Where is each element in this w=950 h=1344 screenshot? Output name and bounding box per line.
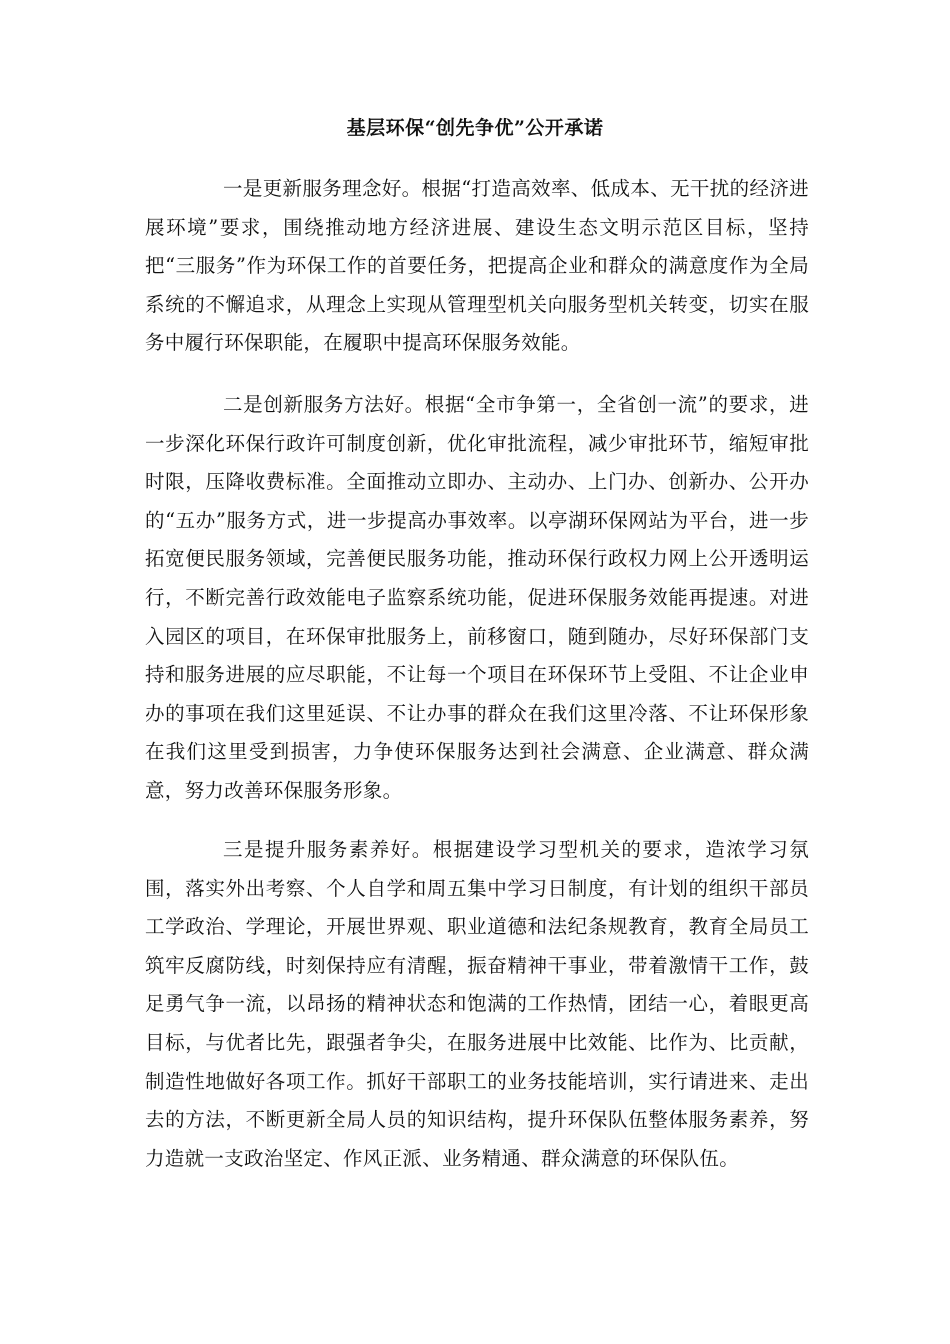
document-title: 基层环保“创先争优”公开承诺 xyxy=(346,117,604,139)
paragraph-3: 三是提升服务素养好。根据建设学习型机关的要求，造浓学习氛围，落实外出考察、个人自学和周五集中学习日制度，有计划的组织干部员工学政治、学理论，开展世界观、职业道德和法纪条规教育，教育全局员工筑牢反腐防线，时刻保持应有清醒，振奋精神干事业，带着激情干工作，鼓足勇气争一流，以昂扬的精神状态和饱满的工作热情，团结一心，着眼更高目标，与优者比先，跟强者争尖，在服务进展中比效能、比作为、比贡献，制造性地做好各项工作。抓好干部职工的业务技能培训，实行请进来、走出去的方法，不断更新全局人员的知识结构，提升环保队伍整体服务素养，努力造就一支政治坚定、作风正派、业务精通、群众满意的环保队伍。 xyxy=(145,838,809,1170)
paragraph-2: 二是创新服务方法好。根据“全市争第一，全省创一流”的要求，进一步深化环保行政许可制度创新，优化审批流程，减少审批环节，缩短审批时限，压降收费标准。全面推动立即办、主动办、上门办、创新办、公开办的“五办”服务方式，进一步提高办事效率。以亭湖环保网站为平台，进一步拓宽便民服务领域，完善便民服务功能，推动环保行政权力网上公开透明运行，不断完善行政效能电子监察系统功能，促进环保服务效能再提速。对进入园区的项目，在环保审批服务上，前移窗口，随到随办，尽好环保部门支持和服务进展的应尽职能，不让每一个项目在环保环节上受阻、不让企业申办的事项在我们这里延误、不让办事的群众在我们这里冷落、不让环保形象在我们这里受到损害，力争使环保服务达到社会满意、企业满意、群众满意，努力改善环保服务形象。 xyxy=(145,393,809,802)
paragraph-1: 一是更新服务理念好。根据“打造高效率、低成本、无干扰的经济进展环境”要求，围绕推动地方经济进展、建设生态文明示范区目标，坚持把“三服务”作为环保工作的首要任务，把提高企业和群众的满意度作为全局系统的不懈追求，从理念上实现从管理型机关向服务型机关转变，切实在服务中履行环保职能，在履职中提高环保服务效能。 xyxy=(145,177,809,355)
